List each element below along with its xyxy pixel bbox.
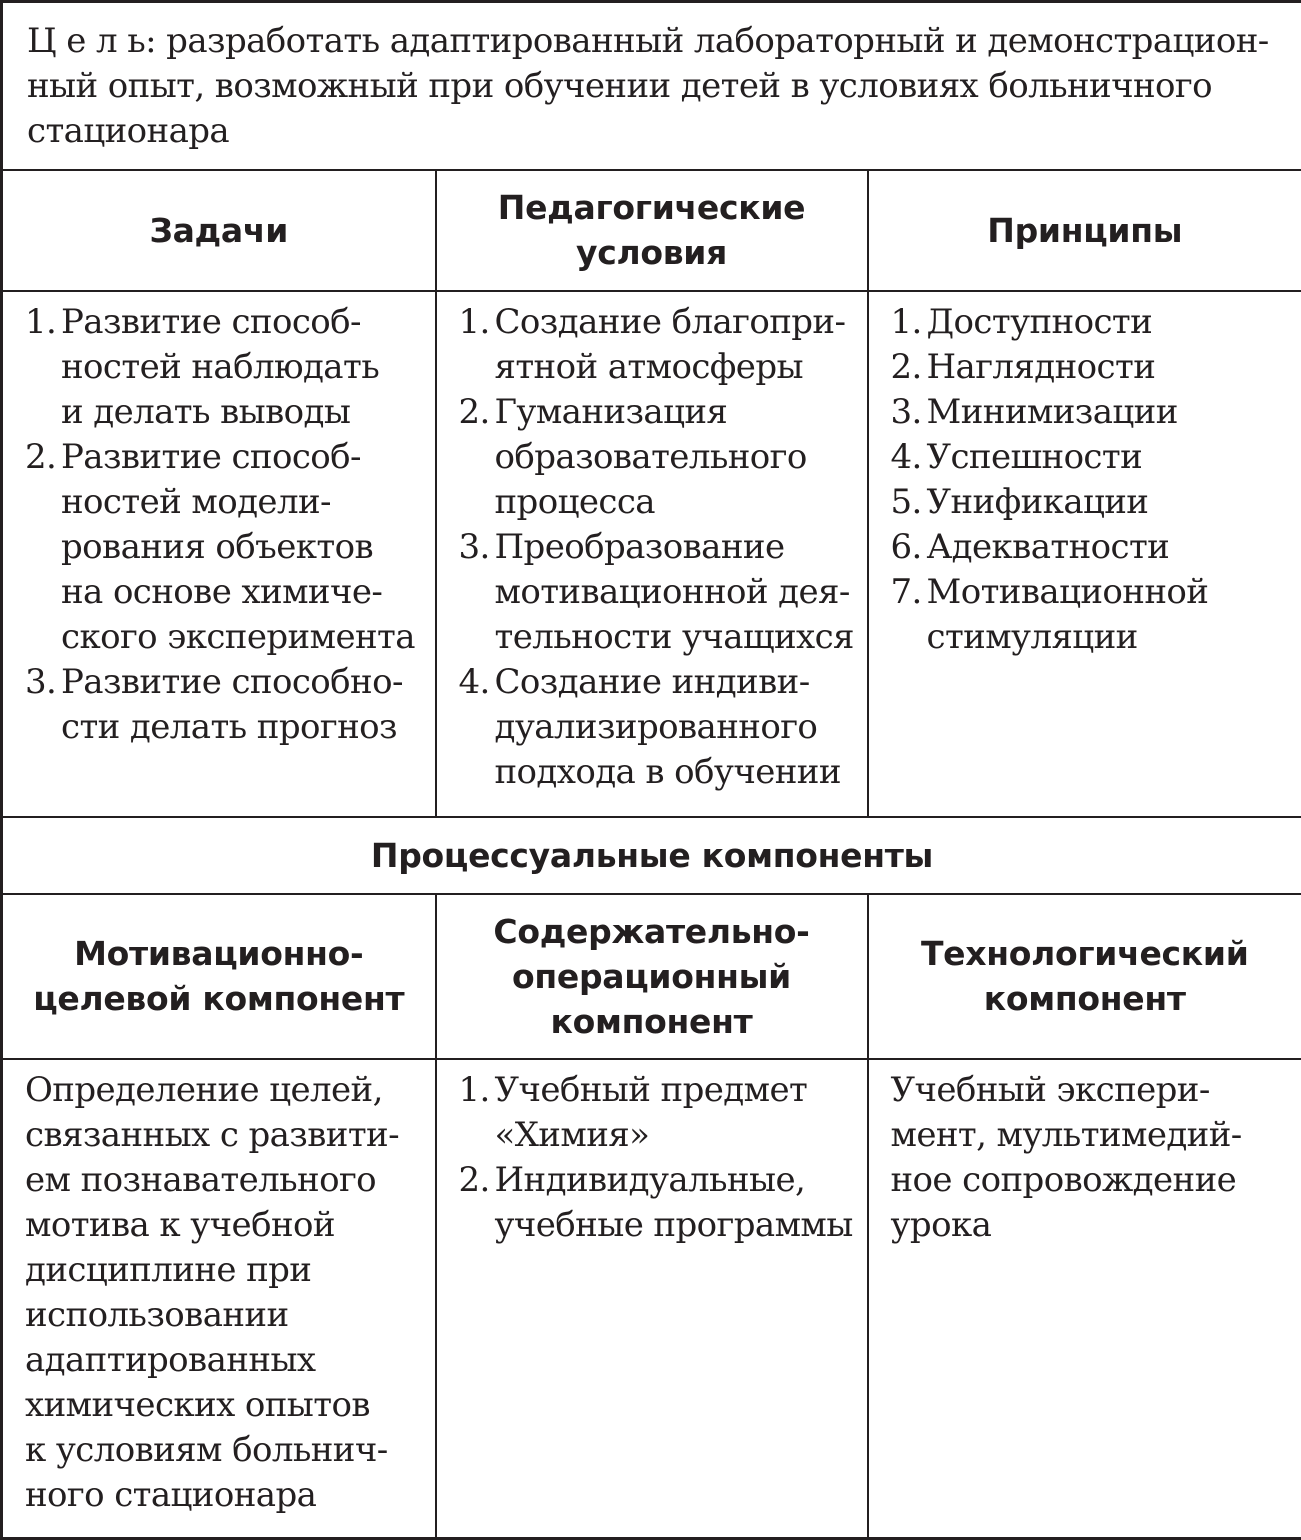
text-line: стимуляции xyxy=(926,616,1138,657)
header-motivational-component xyxy=(2,894,436,1059)
header-principles xyxy=(868,170,1301,291)
text-line: Индивидуальные, xyxy=(494,1159,806,1200)
text-line: Унификации xyxy=(926,481,1149,522)
list-item-number: 2. xyxy=(458,1159,490,1200)
content-cell xyxy=(436,1059,868,1539)
list-item xyxy=(891,480,1288,525)
text-line: компонент xyxy=(983,979,1186,1018)
text-line: ного стационара xyxy=(25,1474,317,1515)
text-line: Процессуальные компоненты xyxy=(370,835,934,875)
list-item-number: 1. xyxy=(25,301,57,342)
list-item xyxy=(459,660,853,795)
text-line: и делать выводы xyxy=(61,391,351,432)
list-item xyxy=(459,390,853,525)
list-item xyxy=(25,660,421,750)
text-line: связанных с развити- xyxy=(25,1114,400,1155)
text-line: урока xyxy=(890,1204,992,1245)
list-item-text xyxy=(495,525,854,660)
text-line: Развитие способ- xyxy=(61,436,361,477)
list-item-text xyxy=(61,300,421,435)
list-item-number: 3. xyxy=(458,526,490,567)
text-line: тельности учащихся xyxy=(494,616,854,657)
text-line: ностей модели- xyxy=(61,481,331,522)
text-line: мент, мультимедий- xyxy=(890,1114,1242,1155)
list-item xyxy=(459,525,853,660)
text-line: учебные программы xyxy=(494,1204,853,1245)
text-line: ятной атмосферы xyxy=(494,346,803,387)
text-line: «Химия» xyxy=(494,1114,650,1155)
text-line: Развитие способно- xyxy=(61,661,403,702)
text-line: рования объектов xyxy=(61,526,373,567)
text-line: ный опыт, возможный при обучении детей в условиях больничного xyxy=(27,66,1212,106)
list-item-text xyxy=(927,435,1288,480)
text-line: Мотивационно- xyxy=(74,934,364,973)
list-item-number: 2. xyxy=(458,391,490,432)
list-item-text xyxy=(927,300,1288,345)
list-item-number: 7. xyxy=(890,571,922,612)
text-line: подхода в обучении xyxy=(494,751,841,792)
text-line: на основе химиче- xyxy=(61,571,383,612)
text-line: Наглядности xyxy=(926,346,1156,387)
text-line: Успешности xyxy=(926,436,1143,477)
goal-text xyxy=(27,19,1279,154)
list-item-number: 4. xyxy=(890,436,922,477)
list-item-text xyxy=(495,300,853,390)
text-line: условия xyxy=(575,233,727,272)
text-line: образовательного xyxy=(494,436,807,477)
list-item-text xyxy=(927,480,1288,525)
header-conditions xyxy=(436,170,868,291)
list-item-text xyxy=(61,660,421,750)
text-line: Педагогические xyxy=(497,188,806,227)
text-line: адаптированных xyxy=(25,1339,316,1380)
list-item xyxy=(459,1158,853,1248)
text-line: Мотивационной xyxy=(926,571,1209,612)
text-line: компонент xyxy=(550,1001,753,1041)
list-item-number: 1. xyxy=(458,1069,490,1110)
principles-cell xyxy=(868,291,1301,817)
list-item xyxy=(459,300,853,390)
text-line: Технологический xyxy=(920,934,1249,973)
text-line: процесса xyxy=(494,481,655,522)
text-line: Развитие способ- xyxy=(61,301,361,342)
list-item-text xyxy=(927,345,1288,390)
text-line: дуализированного xyxy=(494,706,818,747)
header-technological-component xyxy=(868,894,1301,1059)
text-line: мотива к учебной xyxy=(25,1204,335,1245)
list-item-number: 4. xyxy=(458,661,490,702)
text-line: Адекватности xyxy=(926,526,1170,567)
list-item-text xyxy=(495,660,853,795)
list-item-text xyxy=(495,1068,853,1158)
text-line: Принципы xyxy=(987,210,1183,250)
goal-cell xyxy=(2,2,1301,170)
list-item xyxy=(891,390,1288,435)
list-item-text xyxy=(927,390,1288,435)
text-line: Гуманизация xyxy=(494,391,728,432)
list-item xyxy=(25,435,421,660)
motivational-cell xyxy=(2,1059,436,1539)
text-line: Создание благопри- xyxy=(494,301,846,342)
text-line: Ц е л ь: разработать адаптированный лабораторный и демонстрацион- xyxy=(27,21,1269,61)
list-item xyxy=(459,1068,853,1158)
text-line: химических опытов xyxy=(25,1384,370,1425)
list-item-number: 6. xyxy=(890,526,922,567)
list-item-number: 5. xyxy=(890,481,922,522)
text-line: ского эксперимента xyxy=(61,616,415,657)
text-line: к условиям больнич- xyxy=(25,1429,388,1470)
list-item-text xyxy=(61,435,421,660)
list-item-number: 1. xyxy=(458,301,490,342)
text-line: дисциплине при xyxy=(25,1249,312,1290)
list-item-number: 2. xyxy=(890,346,922,387)
list-item-number: 2. xyxy=(25,436,57,477)
text-line: Минимизации xyxy=(926,391,1178,432)
list-item-number: 3. xyxy=(890,391,922,432)
text-line: сти делать прогноз xyxy=(61,706,397,747)
text-line: ем познавательного xyxy=(25,1159,377,1200)
list-item xyxy=(891,435,1288,480)
technological-cell xyxy=(868,1059,1301,1539)
procedural-components-header xyxy=(2,817,1301,894)
text-line: Определение целей, xyxy=(25,1069,383,1110)
text-line: Учебный предмет xyxy=(494,1069,808,1110)
text-line: целевой компонент xyxy=(33,979,405,1018)
list-item xyxy=(891,300,1288,345)
text-line: мотивационной дея- xyxy=(494,571,850,612)
conditions-cell xyxy=(436,291,868,817)
text-line: Учебный экспери- xyxy=(890,1069,1210,1110)
list-item xyxy=(891,525,1288,570)
text-line: использовании xyxy=(25,1294,289,1335)
list-item xyxy=(891,345,1288,390)
text-line: Доступности xyxy=(926,301,1153,342)
text-line: Задачи xyxy=(149,210,289,250)
list-item-text xyxy=(495,390,853,525)
list-item xyxy=(25,300,421,435)
list-item-text xyxy=(927,570,1288,660)
text-line: стационара xyxy=(27,111,230,151)
text-line: ное сопровождение xyxy=(890,1159,1237,1200)
text-line: операционный xyxy=(512,956,791,996)
tasks-cell xyxy=(2,291,436,817)
text-line: ностей наблюдать xyxy=(61,346,380,387)
header-tasks xyxy=(2,170,436,291)
text-line: Создание индиви- xyxy=(494,661,810,702)
list-item-number: 1. xyxy=(890,301,922,342)
text-line: Преобразование xyxy=(494,526,785,567)
header-content-component xyxy=(436,894,868,1059)
list-item-text xyxy=(495,1158,853,1248)
text-line: Содержательно- xyxy=(493,911,810,951)
list-item-number: 3. xyxy=(25,661,57,702)
list-item-text xyxy=(927,525,1288,570)
list-item xyxy=(891,570,1288,660)
